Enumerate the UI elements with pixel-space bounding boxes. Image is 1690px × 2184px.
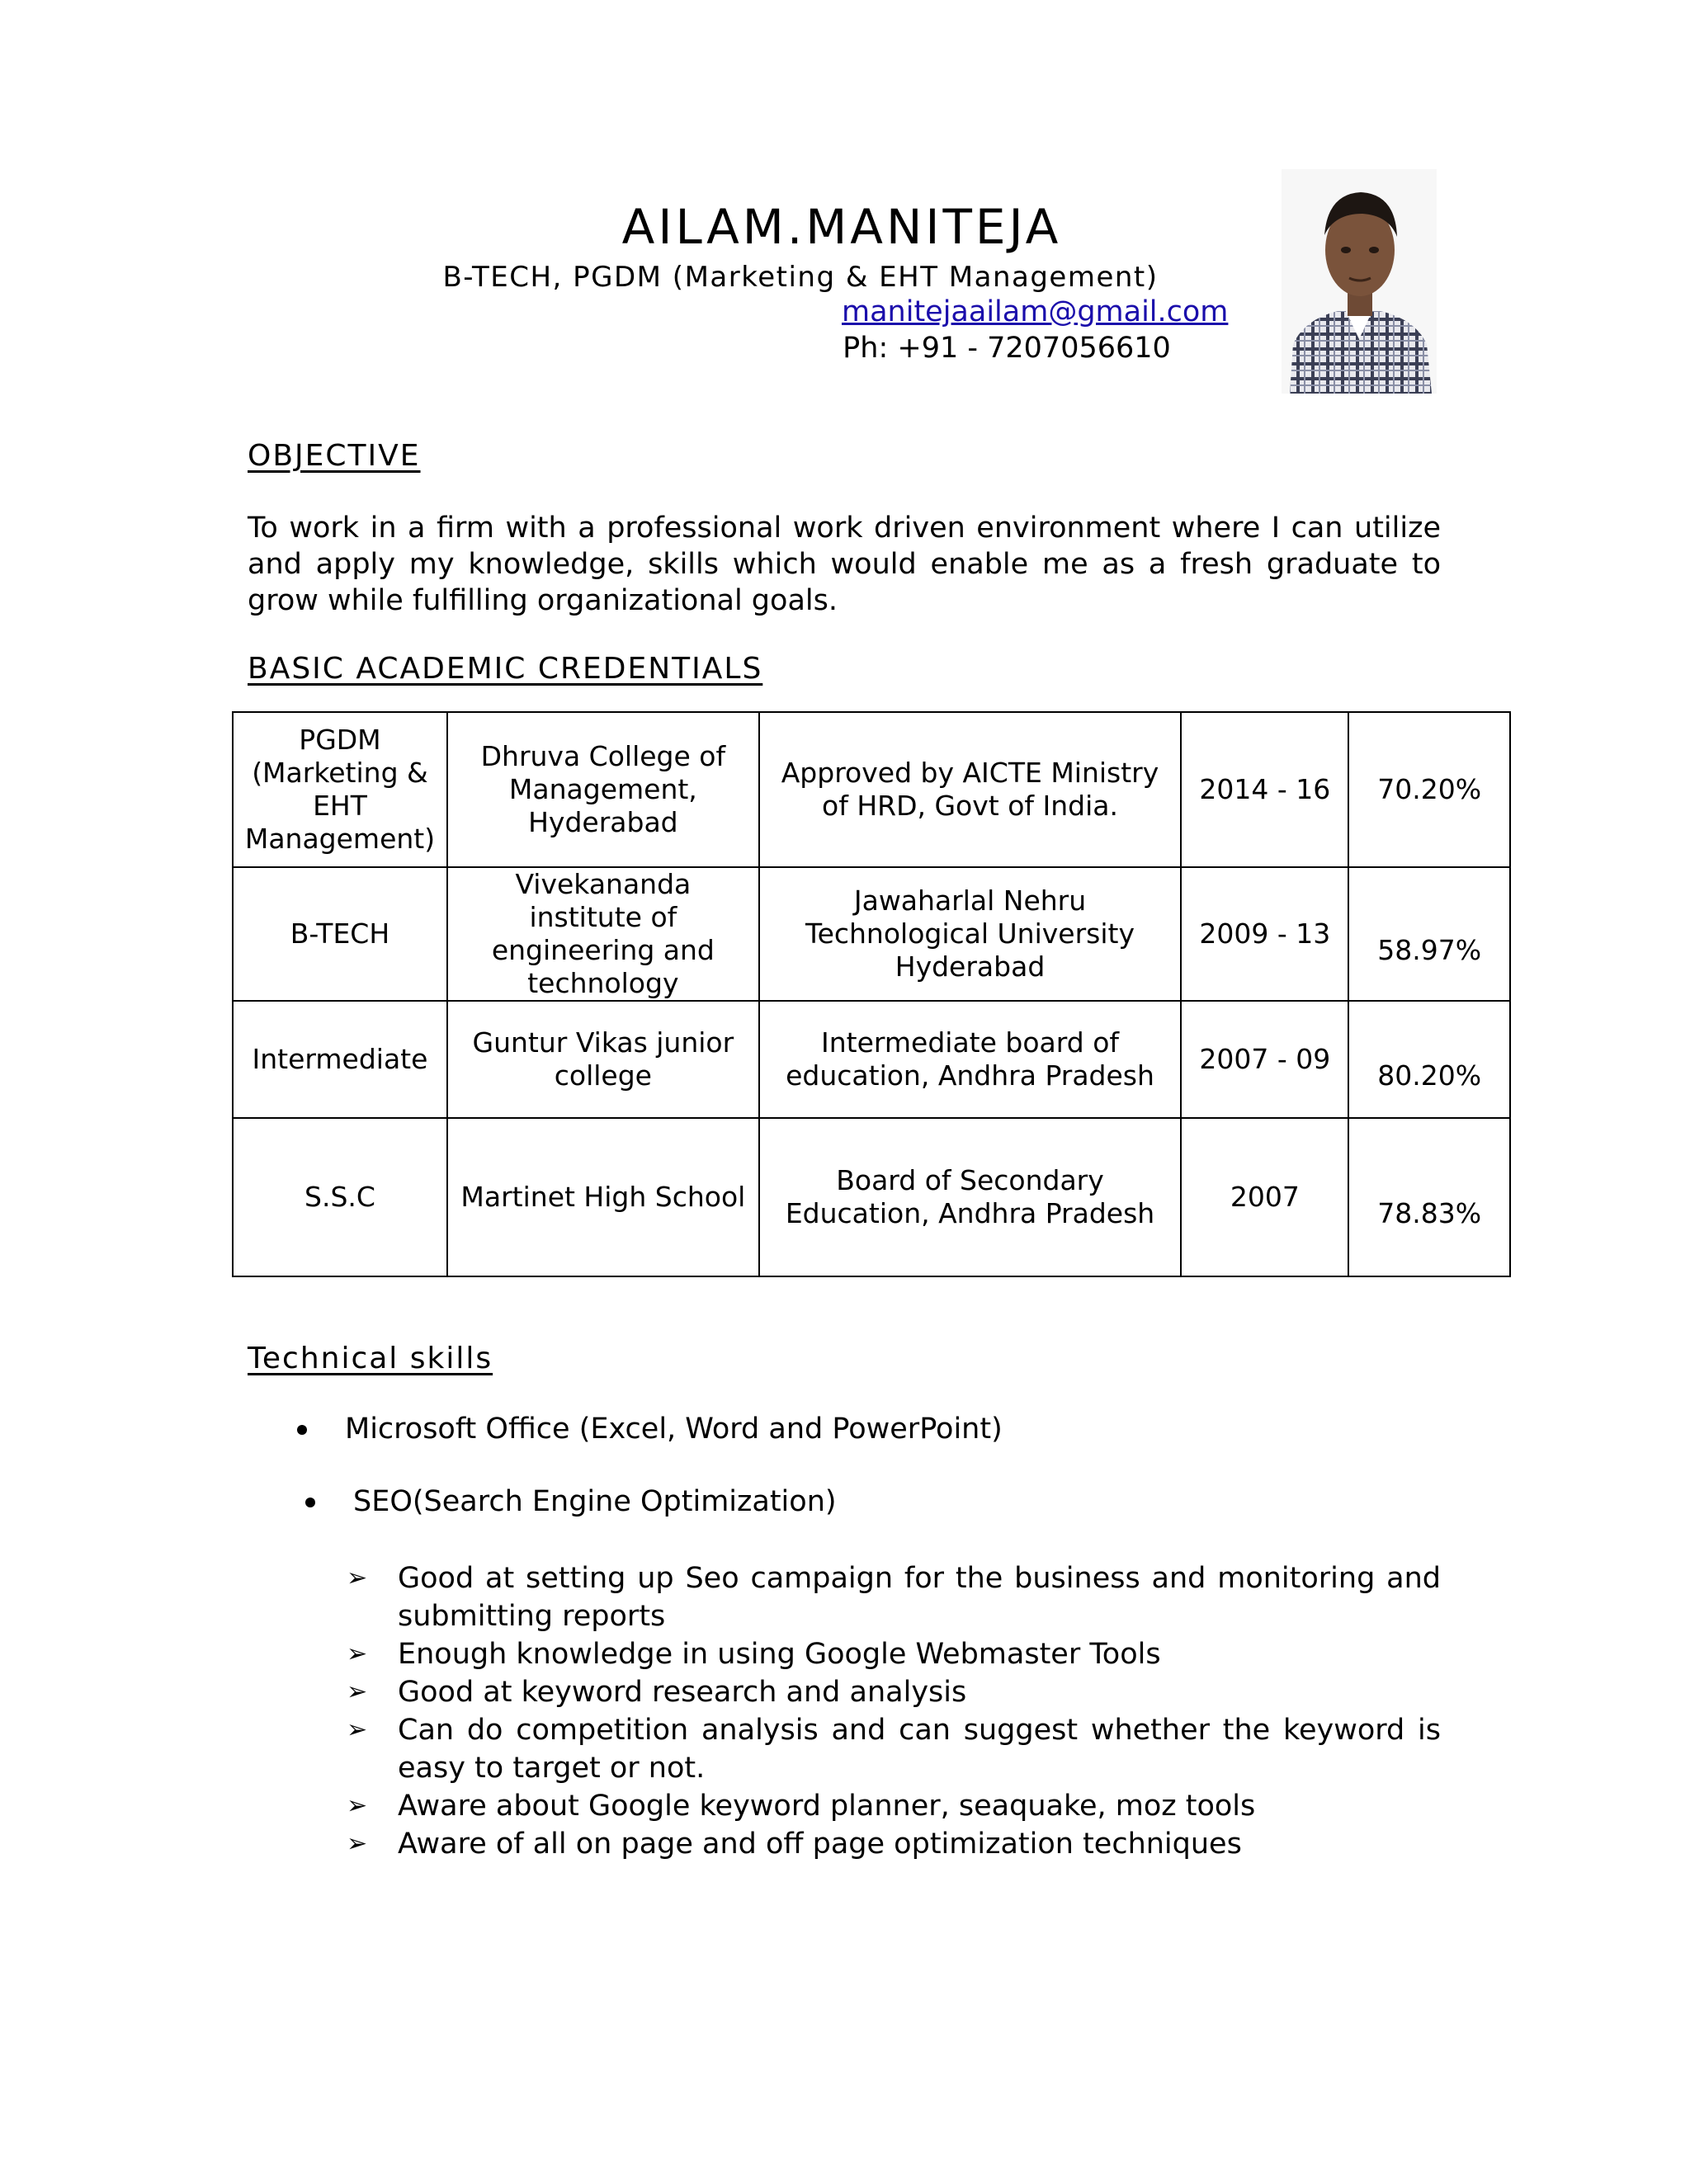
course-cell: S.S.C bbox=[233, 1118, 447, 1276]
seo-point-text: Good at setting up Seo campaign for the business and monitoring and submitting reports bbox=[398, 1562, 1441, 1633]
phone-number: Ph: +91 - 7207056610 bbox=[843, 332, 1171, 365]
course-cell: PGDM (Marketing & EHT Management) bbox=[233, 712, 447, 867]
board-cell: Intermediate board of education, Andhra Pradesh bbox=[759, 1001, 1182, 1118]
list-item bbox=[305, 1484, 837, 1520]
board-cell: Approved by AICTE Ministry of HRD, Govt of India. bbox=[759, 712, 1182, 867]
arrow-bullet-icon: ➢ bbox=[347, 1715, 368, 1744]
seo-points-list bbox=[347, 1559, 1441, 1863]
skill-text: Microsoft Office (Excel, Word and PowerPoint) bbox=[345, 1413, 1003, 1446]
profile-photo-illustration bbox=[1282, 169, 1437, 394]
years-cell: 2014 - 16 bbox=[1181, 712, 1348, 867]
arrow-bullet-icon: ➢ bbox=[347, 1564, 368, 1592]
objective-text: To work in a firm with a professional work driven environment where I can utilize and apply my knowledge, skills which would enable me as a fresh graduate to grow while fulfilling organizational goals. bbox=[248, 512, 1441, 617]
bullet-icon bbox=[305, 1498, 315, 1507]
skill-text: SEO(Search Engine Optimization) bbox=[353, 1485, 837, 1518]
list-item bbox=[347, 1711, 1441, 1787]
percent-cell: 58.97% bbox=[1348, 867, 1510, 1001]
arrow-bullet-icon: ➢ bbox=[347, 1829, 368, 1858]
seo-point-text: Aware about Google keyword planner, seaquake, moz tools bbox=[398, 1790, 1256, 1823]
institution-cell: Dhruva College of Management, Hyderabad bbox=[447, 712, 759, 867]
profile-photo bbox=[1282, 169, 1437, 394]
board-cell: Jawaharlal Nehru Technological University Hyderabad bbox=[759, 867, 1182, 1001]
seo-point-text: Good at keyword research and analysis bbox=[398, 1676, 967, 1709]
list-item bbox=[347, 1673, 1441, 1711]
seo-point-text: Can do competition analysis and can suggest whether the keyword is easy to target or not. bbox=[398, 1714, 1441, 1785]
percent-cell: 70.20% bbox=[1348, 712, 1510, 867]
list-item bbox=[347, 1825, 1441, 1863]
years-cell: 2007 - 09 bbox=[1181, 1001, 1348, 1118]
board-cell: Board of Secondary Education, Andhra Pradesh bbox=[759, 1118, 1182, 1276]
course-cell: B-TECH bbox=[233, 867, 447, 1001]
skills-heading: Technical skills bbox=[248, 1342, 493, 1375]
email-link[interactable]: manitejaailam@gmail.com bbox=[842, 295, 1229, 328]
list-item bbox=[347, 1635, 1441, 1673]
table-row bbox=[233, 867, 1510, 1001]
institution-cell: Martinet High School bbox=[447, 1118, 759, 1276]
years-cell: 2009 - 13 bbox=[1181, 867, 1348, 1001]
arrow-bullet-icon: ➢ bbox=[347, 1791, 368, 1820]
table-row bbox=[233, 712, 1510, 867]
credentials-table bbox=[232, 711, 1511, 1277]
percent-cell: 78.83% bbox=[1348, 1118, 1510, 1276]
institution-cell: Guntur Vikas junior college bbox=[447, 1001, 759, 1118]
candidate-name: AILAM.MANITEJA bbox=[621, 199, 1062, 255]
bullet-icon bbox=[297, 1425, 307, 1435]
course-cell: Intermediate bbox=[233, 1001, 447, 1118]
seo-point-text: Enough knowledge in using Google Webmaster Tools bbox=[398, 1638, 1161, 1671]
candidate-degree: B-TECH, PGDM (Marketing & EHT Management) bbox=[442, 261, 1159, 294]
arrow-bullet-icon: ➢ bbox=[347, 1677, 368, 1706]
list-item bbox=[347, 1559, 1441, 1635]
percent-cell: 80.20% bbox=[1348, 1001, 1510, 1118]
objective-heading: OBJECTIVE bbox=[248, 439, 421, 473]
institution-cell: Vivekananda institute of engineering and technology bbox=[447, 867, 759, 1001]
seo-point-text: Aware of all on page and off page optimization techniques bbox=[398, 1828, 1242, 1861]
years-cell: 2007 bbox=[1181, 1118, 1348, 1276]
arrow-bullet-icon: ➢ bbox=[347, 1639, 368, 1668]
table-row bbox=[233, 1001, 1510, 1118]
list-item bbox=[297, 1411, 1003, 1447]
table-row bbox=[233, 1118, 1510, 1276]
list-item bbox=[347, 1787, 1441, 1825]
credentials-heading: BASIC ACADEMIC CREDENTIALS bbox=[248, 652, 763, 686]
